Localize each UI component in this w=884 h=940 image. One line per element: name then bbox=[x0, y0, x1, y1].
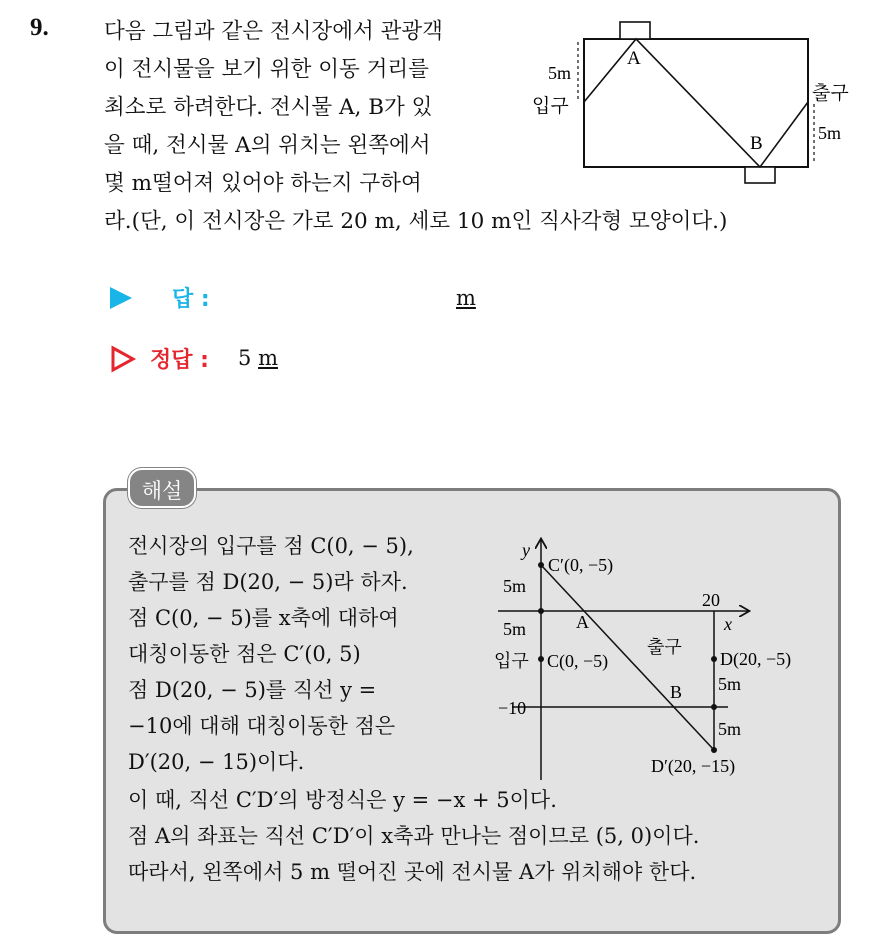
question-line-4: 을 때, 전시물 A의 위치는 왼쪽에서 bbox=[104, 133, 431, 158]
question-line-1: 다음 그림과 같은 전시장에서 관광객 bbox=[104, 19, 443, 44]
point-origin bbox=[538, 608, 544, 614]
graph-dist-3: 5m bbox=[718, 674, 742, 694]
question-line-3: 최소로 하려한다. 전시물 A, B가 있 bbox=[104, 95, 433, 120]
fig-exit: 출구 bbox=[812, 82, 849, 104]
graph-label-b: B bbox=[670, 682, 683, 702]
graph-dist-1: 5m bbox=[503, 576, 527, 596]
graph-label-d: D(20, −5) bbox=[720, 649, 792, 669]
point-b bbox=[711, 704, 717, 710]
correct-label: 정답 : bbox=[150, 348, 209, 373]
fig-label-a: A bbox=[627, 48, 641, 69]
graph-x-label: x bbox=[724, 614, 732, 634]
exhibit-b-box bbox=[745, 167, 775, 183]
correct-answer-row bbox=[110, 342, 410, 374]
solution-line-7: D′(20, − 15)이다. bbox=[128, 750, 305, 774]
correct-number: 5 bbox=[238, 346, 252, 370]
point-c bbox=[538, 656, 544, 662]
point-c-prime bbox=[538, 562, 544, 568]
fig-entrance: 입구 bbox=[532, 95, 569, 117]
point-d bbox=[711, 656, 717, 662]
question-line-5: 몇 m떨어져 있어야 하는지 구하여 bbox=[104, 171, 422, 196]
graph-y-tick: −10 bbox=[498, 698, 527, 718]
fig-right-dist: 5m bbox=[818, 123, 842, 143]
solution-tab bbox=[128, 468, 196, 508]
solution-line-3: 점 C(0, − 5)를 x축에 대하여 bbox=[128, 606, 399, 630]
solution-tab-label: 해설 bbox=[141, 479, 183, 503]
answer-row[interactable] bbox=[110, 282, 490, 314]
solution-line-1: 전시장의 입구를 점 C(0, − 5), bbox=[128, 534, 414, 558]
correct-unit: m bbox=[258, 346, 278, 370]
answer-label: 답 : bbox=[172, 287, 210, 312]
question-number: 9. bbox=[30, 14, 49, 41]
answer-unit: m bbox=[456, 286, 476, 310]
solution-line-10: 따라서, 왼쪽에서 5 m 떨어진 곳에 전시물 A가 위치해야 한다. bbox=[128, 860, 697, 884]
solution-line-9: 점 A의 좌표는 직선 C′D′이 x축과 만나는 점이므로 (5, 0)이다. bbox=[128, 824, 700, 848]
graph-exit: 출구 bbox=[647, 637, 682, 658]
graph-dist-4: 5m bbox=[718, 719, 742, 739]
solution-line-2: 출구를 점 D(20, − 5)라 하자. bbox=[128, 570, 408, 594]
solution-graph bbox=[480, 530, 792, 785]
solution-line-5: 점 D(20, − 5)를 직선 y = bbox=[128, 678, 377, 702]
exhibit-a-box bbox=[620, 22, 650, 39]
solution-line-4: 대칭이동한 점은 C′(0, 5) bbox=[128, 642, 361, 666]
graph-dist-2: 5m bbox=[503, 619, 527, 639]
graph-label-a: A bbox=[576, 612, 589, 632]
graph-label-c: C(0, −5) bbox=[547, 651, 609, 671]
hall-figure bbox=[525, 15, 865, 190]
correct-value bbox=[238, 346, 278, 370]
graph-entrance: 입구 bbox=[494, 651, 529, 672]
path-line bbox=[584, 39, 808, 167]
graph-label-c-prime: C′(0, −5) bbox=[548, 555, 614, 575]
graph-x-tick: 20 bbox=[702, 590, 720, 610]
solution-line-8: 이 때, 직선 C′D′의 방정식은 y = −x + 5이다. bbox=[128, 788, 557, 812]
fig-label-b: B bbox=[750, 133, 763, 154]
question-line-6: 라.(단, 이 전시장은 가로 20 m, 세로 10 m인 직사각형 모양이다.) bbox=[104, 209, 728, 234]
outline-play-icon bbox=[110, 346, 136, 372]
graph-label-d-prime: D′(20, −15) bbox=[651, 756, 736, 776]
graph-y-label: y bbox=[522, 540, 530, 560]
solution-line-6: −10에 대해 대칭이동한 점은 bbox=[128, 714, 396, 738]
play-icon bbox=[110, 287, 132, 309]
fig-left-dist: 5m bbox=[548, 63, 572, 83]
question-line-2: 이 전시물을 보기 위한 이동 거리를 bbox=[104, 57, 429, 82]
point-d-prime bbox=[711, 747, 717, 753]
